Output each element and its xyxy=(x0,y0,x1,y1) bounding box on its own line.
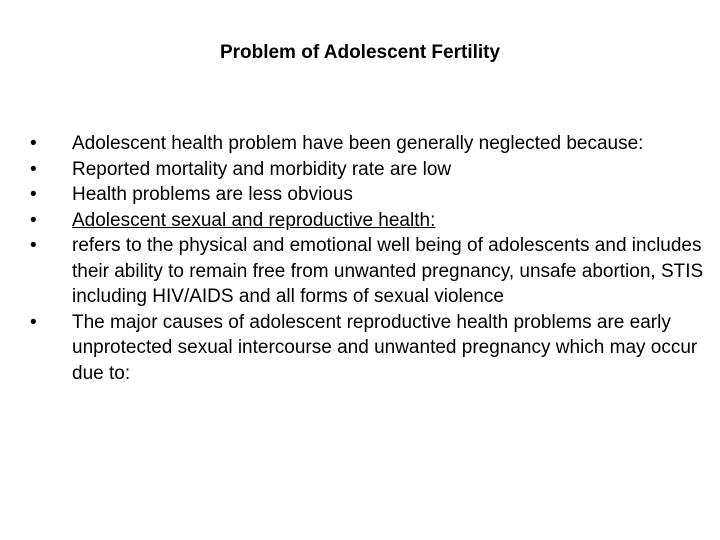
bullet-text: refers to the physical and emotional well being of adolescents and includes their ability to remain free from unwanted pregnancy, unsafe abortion, STIS including HIV/AIDS and all forms of sexual violence xyxy=(72,235,704,307)
bullet-text: The major causes of adolescent reproductive health problems are early unprotected sexual intercourse and unwanted pregnancy which may occur due to: xyxy=(72,311,698,384)
bullet-icon: • xyxy=(30,209,37,231)
bullet-item-less-obvious xyxy=(30,182,710,208)
bullet-item-neglected xyxy=(30,131,710,157)
bullet-item-major-causes xyxy=(30,310,710,387)
bullet-text-underlined: Adolescent sexual and reproductive health: xyxy=(72,209,436,231)
bullet-icon: • xyxy=(30,311,37,333)
slide-title: Problem of Adolescent Fertility xyxy=(219,42,501,63)
bullet-text: Health problems are less obvious xyxy=(72,184,353,205)
bullet-icon: • xyxy=(30,133,37,154)
bullet-item-definition xyxy=(30,233,710,310)
bullet-icon: • xyxy=(30,184,37,205)
bullet-item-mortality xyxy=(30,157,710,183)
bullet-text: Adolescent health problem have been generally neglected because: xyxy=(72,133,644,154)
bullet-icon: • xyxy=(30,158,37,180)
bullet-icon: • xyxy=(30,235,37,256)
bullet-item-asrh-heading xyxy=(30,208,710,234)
bullet-text: Reported mortality and morbidity rate are low xyxy=(72,158,452,180)
bullet-list xyxy=(30,131,710,386)
